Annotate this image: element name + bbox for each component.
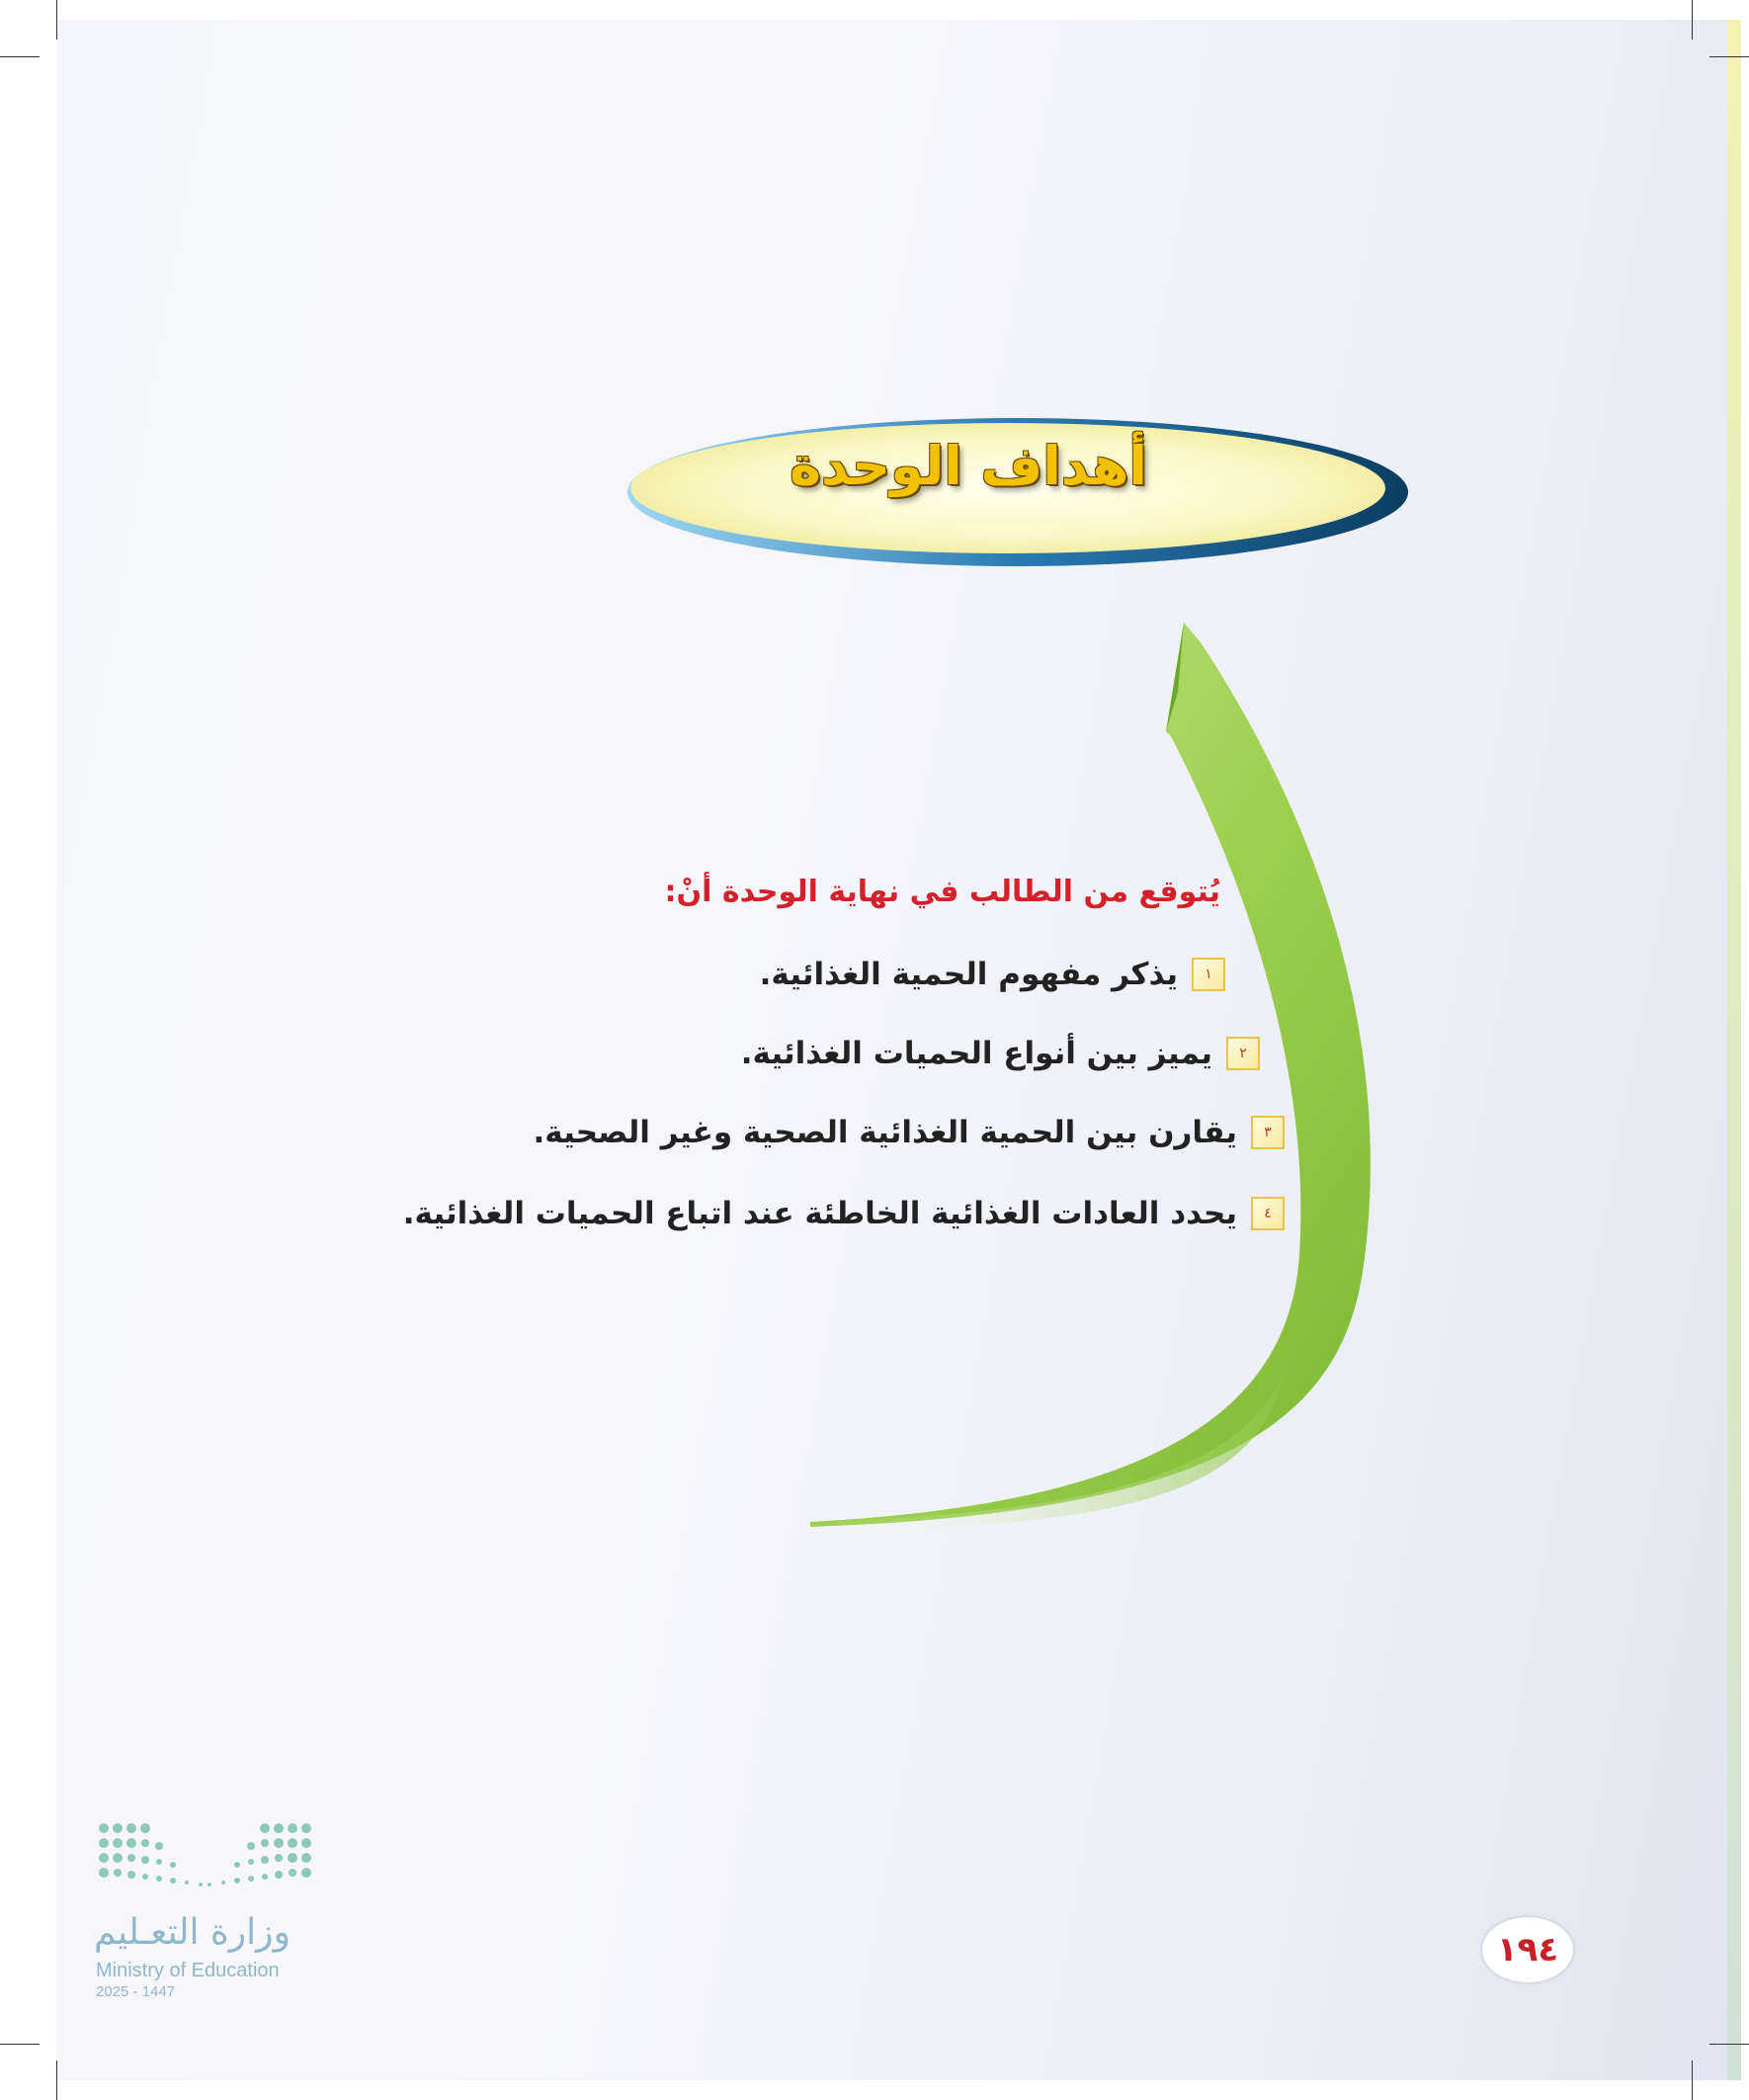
ministry-name-arabic: وزارة التعـليم [94, 1912, 291, 1953]
goal-text: يحدد العادات الغذائية الخاطئة عند اتباع الحميات الغذائية. [402, 1196, 1237, 1231]
crop-mark [1709, 56, 1749, 57]
page-number: ١٩٤ [1482, 1917, 1573, 1982]
goal-number-badge: ٣ [1251, 1116, 1285, 1149]
goal-number-badge: ١ [1192, 958, 1225, 991]
edition-year: 2025 - 1447 [96, 1983, 176, 2000]
goals-intro: يُتوقع من الطالب في نهاية الوحدة أنْ: [664, 875, 1220, 909]
goal-text: يذكر مفهوم الحمية الغذائية. [759, 957, 1178, 992]
green-arc-decoration [810, 623, 1423, 1542]
goal-item [760, 957, 1225, 992]
goal-number-badge: ٢ [1226, 1037, 1260, 1070]
goal-number-badge: ٤ [1251, 1197, 1285, 1230]
page-edge-strip [1727, 20, 1741, 2080]
crop-mark [0, 2044, 40, 2045]
goal-item [741, 1036, 1260, 1071]
ministry-name-english: Ministry of Education [96, 1960, 280, 1981]
page-title: أهداف الوحدة [790, 435, 1147, 497]
goal-text: يميز بين أنواع الحميات الغذائية. [740, 1036, 1212, 1071]
goal-item [403, 1196, 1285, 1231]
crop-mark [56, 2060, 57, 2100]
goal-item [534, 1115, 1285, 1150]
crop-mark [1692, 2060, 1693, 2100]
crop-mark [56, 0, 57, 40]
crop-mark [1709, 2044, 1749, 2045]
crop-mark [1692, 0, 1693, 40]
crop-mark [0, 56, 40, 57]
goal-text: يقارن بين الحمية الغذائية الصحية وغير الصحية. [533, 1115, 1237, 1150]
